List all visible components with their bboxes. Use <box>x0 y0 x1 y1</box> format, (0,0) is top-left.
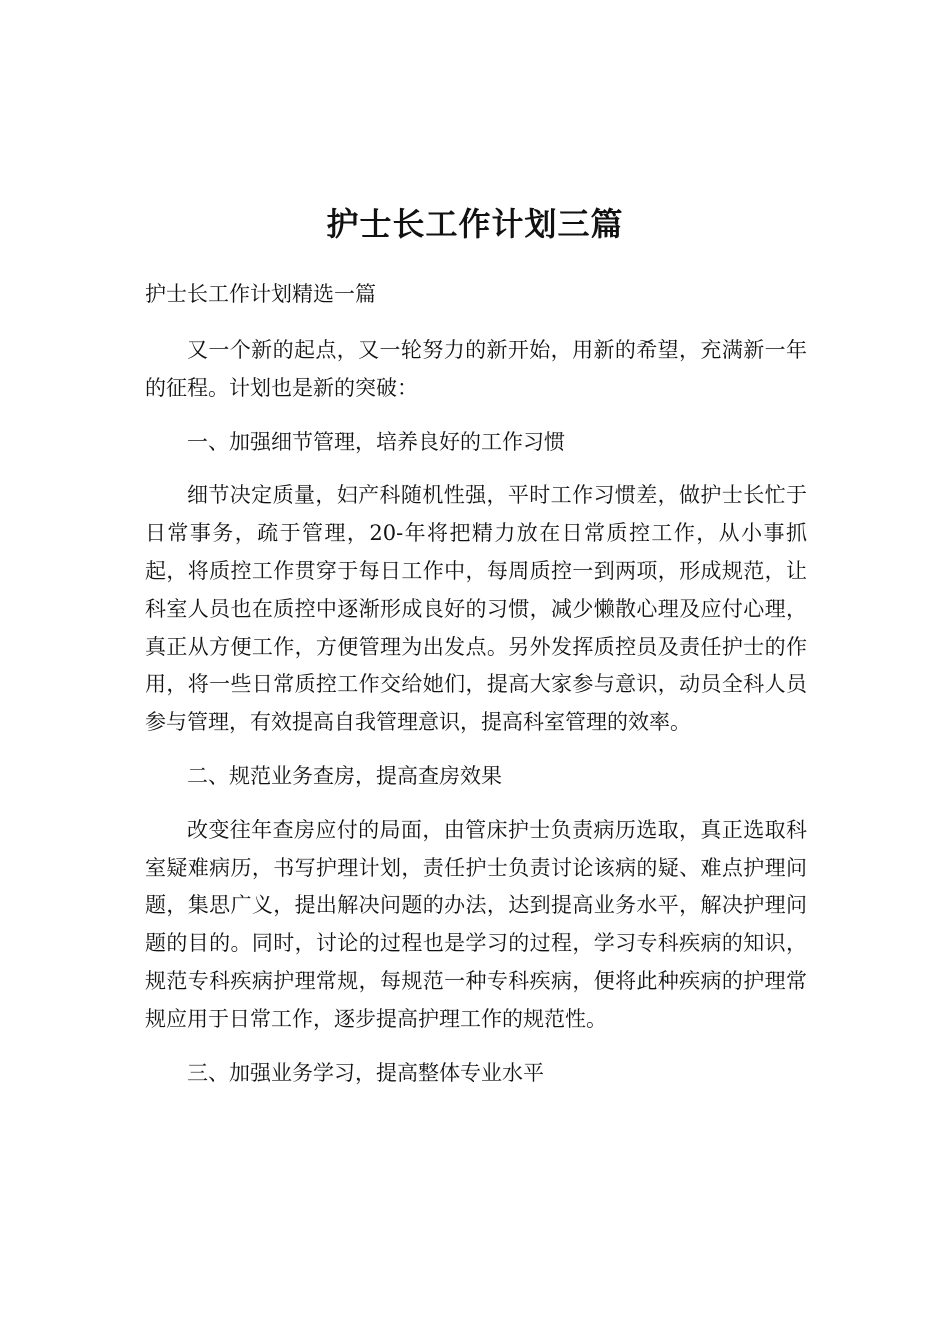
body-paragraph-1: 细节决定质量，妇产科随机性强，平时工作习惯差，做护士长忙于日常事务，疏于管理，20-年将把精力放在日常质控工作，从小事抓起，将质控工作贯穿于每日工作中，每周质控一到两项，形成规范，让科室人员也在质控中逐渐形成良好的习惯，减少懒散心理及应付心理，真正从方便工作，方便管理为出发点。另外发挥质控员及责任护士的作用，将一些日常质控工作交给她们，提高大家参与意识，动员全科人员参与管理，有效提高自我管理意识，提高科室管理的效率。 <box>145 483 807 735</box>
section-heading-3: 三、加强业务学习，提高整体专业水平 <box>187 1060 544 1085</box>
intro-paragraph: 又一个新的起点，又一轮努力的新开始，用新的希望，充满新一年的征程。计划也是新的突破： <box>145 338 807 400</box>
body-paragraph-2: 改变往年查房应付的局面，由管床护士负责病历选取，真正选取科室疑难病历，书写护理计划，责任护士负责讨论该病的疑、难点护理问题，集思广义，提出解决问题的办法，达到提高业务水平，解决护理问题的目的。同时，讨论的过程也是学习的过程，学习专科疾病的知识，规范专科疾病护理常规，每规范一种专科疾病，便将此种疾病的护理常规应用于日常工作，逐步提高护理工作的规范性。 <box>145 817 807 1031</box>
document-title: 护士长工作计划三篇 <box>326 205 624 243</box>
section-heading-2: 二、规范业务查房，提高查房效果 <box>187 763 502 788</box>
section-heading-1: 一、加强细节管理，培养良好的工作习惯 <box>187 429 565 454</box>
document-subtitle: 护士长工作计划精选一篇 <box>145 282 376 306</box>
document-body <box>145 332 807 1108</box>
